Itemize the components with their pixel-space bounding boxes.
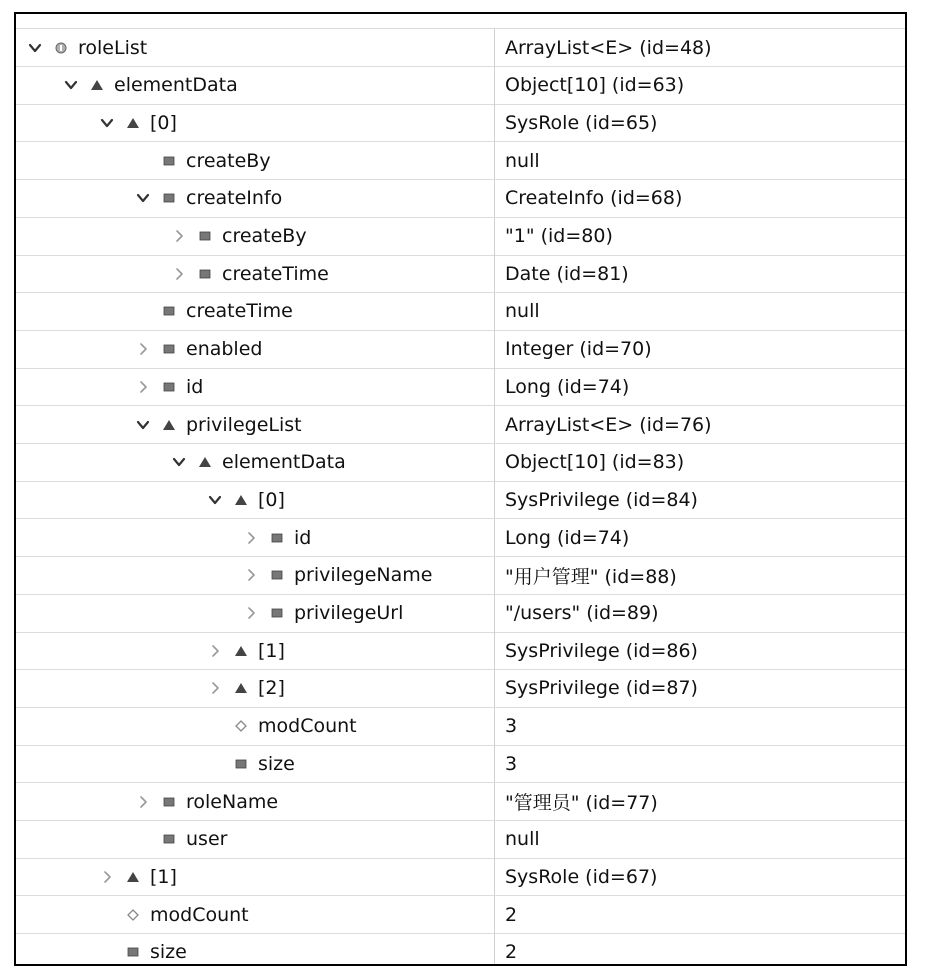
variable-name-cell[interactable]: [16, 255, 495, 292]
chevron-right-icon[interactable]: [130, 379, 156, 395]
variable-value[interactable]: Integer (id=70): [505, 338, 652, 361]
tree-row[interactable]: [16, 858, 905, 896]
variable-value[interactable]: Object[10] (id=63): [505, 74, 685, 97]
variable-value[interactable]: SysPrivilege (id=84): [505, 488, 698, 511]
chevron-down-icon[interactable]: [22, 40, 48, 56]
private-field-icon: [156, 831, 182, 847]
private-field-icon: [156, 794, 182, 810]
variable-name-cell[interactable]: [16, 218, 495, 255]
chevron-right-icon[interactable]: [238, 567, 264, 583]
variable-name: size: [150, 941, 187, 964]
variable-name-cell[interactable]: [16, 29, 495, 66]
variable-value[interactable]: "管理员" (id=77): [505, 792, 658, 814]
variable-value[interactable]: Long (id=74): [505, 526, 630, 549]
variable-name: [1]: [150, 865, 177, 888]
variable-value[interactable]: ArrayList<E> (id=76): [505, 413, 712, 436]
tree-row[interactable]: [16, 218, 905, 256]
protected-field-icon: [84, 77, 110, 93]
variable-value[interactable]: CreateInfo (id=68): [505, 187, 683, 210]
variable-name: elementData: [222, 451, 346, 474]
chevron-right-icon[interactable]: [238, 605, 264, 621]
variable-value[interactable]: Object[10] (id=83): [505, 451, 685, 474]
transient-field-icon: [228, 718, 254, 734]
variables-view: [14, 12, 907, 966]
tree-row[interactable]: [16, 595, 905, 633]
variable-name: createTime: [186, 300, 293, 323]
chevron-right-icon[interactable]: [166, 228, 192, 244]
variable-value[interactable]: SysPrivilege (id=86): [505, 639, 698, 662]
variable-name: id: [294, 526, 312, 549]
chevron-right-icon[interactable]: [94, 869, 120, 885]
tree-row[interactable]: [16, 67, 905, 105]
variable-value[interactable]: ArrayList<E> (id=48): [505, 36, 712, 59]
variable-name: modCount: [150, 903, 249, 926]
variable-value[interactable]: SysRole (id=67): [505, 865, 658, 888]
variable-name-cell[interactable]: [16, 180, 495, 217]
protected-field-icon: [156, 417, 182, 433]
variable-name-cell[interactable]: [16, 557, 495, 594]
variable-value[interactable]: "用户管理" (id=88): [505, 565, 677, 588]
variable-value[interactable]: "1" (id=80): [505, 225, 613, 247]
tree-row[interactable]: [16, 29, 905, 67]
tree-row[interactable]: [16, 708, 905, 746]
tree-row[interactable]: [16, 519, 905, 557]
variable-name-cell[interactable]: [16, 821, 495, 858]
tree-row[interactable]: [16, 934, 905, 966]
variable-name-cell[interactable]: [16, 632, 495, 669]
tree-row[interactable]: [16, 632, 905, 670]
variable-name: roleName: [186, 790, 279, 813]
chevron-right-icon[interactable]: [202, 643, 228, 659]
variable-name: [1]: [258, 639, 285, 662]
variable-name: createTime: [222, 262, 329, 285]
variable-value[interactable]: null: [505, 149, 540, 172]
chevron-right-icon[interactable]: [202, 680, 228, 696]
variable-name: privilegeList: [186, 413, 302, 436]
variable-name-cell[interactable]: [16, 670, 495, 707]
tree-row[interactable]: [16, 331, 905, 369]
variable-name: privilegeUrl: [294, 602, 404, 624]
private-field-icon: [156, 153, 182, 169]
variable-value[interactable]: SysPrivilege (id=87): [505, 677, 698, 700]
tree-row[interactable]: [16, 180, 905, 218]
tree-row[interactable]: [16, 293, 905, 331]
variable-name-cell[interactable]: [16, 331, 495, 368]
variable-value[interactable]: "/users" (id=89): [505, 602, 659, 624]
chevron-down-icon[interactable]: [58, 77, 84, 93]
variable-name: size: [258, 752, 295, 775]
variable-name-cell[interactable]: [16, 896, 495, 933]
variable-name: [0]: [150, 111, 177, 134]
variable-name-cell[interactable]: [16, 934, 495, 966]
variable-name: createInfo: [186, 187, 283, 210]
variable-name-cell[interactable]: [16, 67, 495, 104]
variable-name-cell[interactable]: [16, 519, 495, 556]
private-field-icon: [264, 530, 290, 546]
protected-field-icon: [228, 680, 254, 696]
tree-row[interactable]: [16, 368, 905, 406]
chevron-right-icon[interactable]: [238, 530, 264, 546]
local-var-icon: [48, 40, 74, 56]
chevron-down-icon[interactable]: [130, 190, 156, 206]
protected-field-icon: [120, 115, 146, 131]
variable-value[interactable]: null: [505, 300, 540, 323]
chevron-right-icon[interactable]: [130, 794, 156, 810]
variable-name-cell[interactable]: [16, 481, 495, 518]
variable-name: createBy: [186, 149, 271, 172]
chevron-down-icon[interactable]: [166, 454, 192, 470]
variable-name-cell[interactable]: [16, 595, 495, 632]
private-field-icon: [156, 303, 182, 319]
private-field-icon: [156, 379, 182, 395]
tree-row[interactable]: [16, 896, 905, 934]
variable-value[interactable]: SysRole (id=65): [505, 111, 658, 134]
variable-name: privilegeName: [294, 564, 433, 587]
variable-value[interactable]: 3: [505, 752, 518, 775]
variable-name-cell[interactable]: [16, 444, 495, 481]
protected-field-icon: [228, 643, 254, 659]
variable-name-cell[interactable]: [16, 142, 495, 179]
variable-name-cell[interactable]: [16, 406, 495, 443]
private-field-icon: [264, 605, 290, 621]
transient-field-icon: [120, 907, 146, 923]
tree-row[interactable]: [16, 255, 905, 293]
private-field-icon: [228, 756, 254, 772]
variable-name: roleList: [78, 36, 148, 59]
private-field-icon: [264, 567, 290, 583]
tree-row[interactable]: [16, 104, 905, 142]
private-field-icon: [156, 190, 182, 206]
variable-name: modCount: [258, 715, 357, 738]
tree-row[interactable]: [16, 142, 905, 180]
protected-field-icon: [228, 492, 254, 508]
variable-value[interactable]: 3: [505, 715, 518, 738]
variable-name: enabled: [186, 338, 263, 361]
chevron-right-icon[interactable]: [166, 266, 192, 282]
chevron-right-icon[interactable]: [130, 341, 156, 357]
variable-value[interactable]: Date (id=81): [505, 262, 629, 285]
variable-value[interactable]: 2: [505, 941, 518, 964]
tree-row[interactable]: [16, 444, 905, 482]
variable-name-cell[interactable]: [16, 293, 495, 330]
variable-name: elementData: [114, 74, 238, 97]
private-field-icon: [156, 341, 182, 357]
variable-name-cell[interactable]: [16, 368, 495, 405]
variable-value[interactable]: Long (id=74): [505, 375, 630, 398]
variable-name: user: [186, 828, 228, 851]
variable-value[interactable]: null: [505, 828, 540, 851]
tree-row[interactable]: [16, 481, 905, 519]
chevron-down-icon[interactable]: [202, 492, 228, 508]
chevron-down-icon[interactable]: [94, 115, 120, 131]
variable-name-cell[interactable]: [16, 783, 495, 820]
variable-name-cell[interactable]: [16, 104, 495, 141]
chevron-down-icon[interactable]: [130, 417, 156, 433]
variable-name-cell[interactable]: [16, 708, 495, 745]
tree-row[interactable]: [16, 670, 905, 708]
variable-name-cell[interactable]: [16, 745, 495, 782]
private-field-icon: [120, 944, 146, 960]
variable-name: [0]: [258, 488, 285, 511]
tree-row[interactable]: [16, 557, 905, 595]
variable-value[interactable]: 2: [505, 903, 518, 926]
variable-name: [2]: [258, 677, 285, 700]
tree-row[interactable]: [16, 821, 905, 859]
variable-name: createBy: [222, 225, 307, 247]
tree-row[interactable]: [16, 783, 905, 821]
protected-field-icon: [192, 454, 218, 470]
tree-row[interactable]: [16, 406, 905, 444]
private-field-icon: [192, 266, 218, 282]
protected-field-icon: [120, 869, 146, 885]
variable-name: id: [186, 375, 204, 398]
private-field-icon: [192, 228, 218, 244]
clipped-row: [16, 14, 905, 29]
variable-name-cell[interactable]: [16, 858, 495, 895]
tree-row[interactable]: [16, 745, 905, 783]
